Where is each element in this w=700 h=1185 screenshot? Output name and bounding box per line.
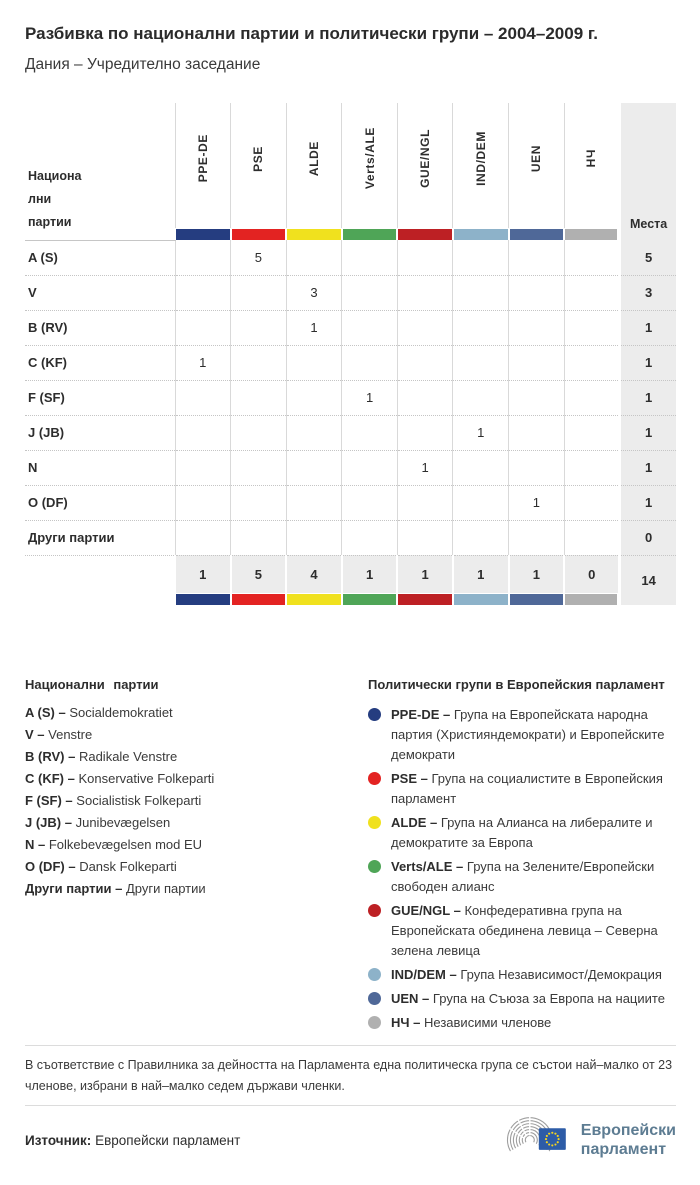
value-cell: 3: [286, 275, 342, 310]
national-parties-list: [25, 705, 348, 896]
empty-cell: [25, 555, 175, 593]
group-color-bar-PPE-DE: [176, 229, 230, 240]
empty-cell: [25, 593, 175, 605]
value-cell: [509, 380, 565, 415]
party-legend-item: [25, 727, 348, 742]
value-cell: [564, 240, 620, 275]
group-color-bar-cell: [397, 593, 453, 605]
total-cell: 1: [342, 555, 398, 593]
national-parties-column-header: [25, 103, 175, 240]
value-cell: [397, 310, 453, 345]
group-color-bar-ALDE: [287, 229, 341, 240]
group-description: Конфедеративна група на Европейската обединена левица – Северна зелена левица: [391, 903, 658, 958]
column-header-label: НЧ: [584, 149, 599, 168]
value-cell: [286, 450, 342, 485]
value-cell: [286, 345, 342, 380]
table-row: [25, 415, 676, 450]
party-code: C (KF) –: [25, 771, 75, 786]
column-header-ALDE: [286, 103, 342, 228]
national-parties-header-line: Национа: [28, 168, 82, 183]
group-description: Група Независимост/Демокрация: [460, 967, 662, 982]
group-color-dot-ALDE: [368, 816, 381, 829]
group-color-bar-ALDE: [287, 594, 341, 605]
party-legend-item: [25, 837, 348, 852]
value-cell: [175, 485, 231, 520]
group-color-bar-cell: [564, 228, 620, 240]
column-header-label: ALDE: [306, 140, 321, 177]
value-cell: [286, 380, 342, 415]
group-legend-item: [368, 1013, 676, 1033]
group-color-bar-Verts/ALE: [343, 229, 397, 240]
value-cell: [286, 520, 342, 555]
group-legend-item: [368, 705, 676, 765]
party-code: B (RV) –: [25, 749, 76, 764]
group-color-bar-PPE-DE: [176, 594, 230, 605]
value-cell: [231, 380, 287, 415]
group-color-bar-PSE: [232, 594, 286, 605]
value-cell: [397, 380, 453, 415]
group-code: GUE/NGL –: [391, 903, 461, 918]
group-legend-text: [391, 769, 676, 809]
value-cell: [175, 415, 231, 450]
value-cell: [231, 485, 287, 520]
logo-line2: парламент: [580, 1141, 667, 1158]
party-code: F (SF) –: [25, 793, 73, 808]
table-header-row: [25, 103, 676, 228]
party-code: N –: [25, 837, 46, 852]
column-header-НЧ: [564, 103, 620, 228]
group-description: Група на социалистите в Европейския парламент: [391, 771, 663, 806]
value-cell: [342, 450, 398, 485]
total-cell: 1: [453, 555, 509, 593]
seats-cell: 1: [620, 345, 676, 380]
breakdown-table: [25, 103, 676, 605]
group-color-bar-UEN: [510, 229, 564, 240]
national-parties-header-line: партии: [28, 214, 72, 229]
column-header-Verts/ALE: [342, 103, 398, 228]
page-subtitle: Дания – Учредително заседание: [25, 56, 261, 73]
value-cell: [231, 345, 287, 380]
legends-section: [25, 677, 676, 1037]
value-cell: [342, 345, 398, 380]
value-cell: [286, 240, 342, 275]
group-code: UEN –: [391, 991, 430, 1006]
national-parties-legend-title: Национални партии: [25, 677, 159, 692]
row-label: C (KF): [25, 345, 175, 380]
value-cell: [453, 310, 509, 345]
value-cell: [397, 275, 453, 310]
column-header-label: PPE-DE: [195, 134, 210, 183]
column-header-label: UEN: [529, 144, 544, 173]
value-cell: [564, 275, 620, 310]
group-description: Независими членове: [424, 1015, 552, 1030]
party-code: V –: [25, 727, 45, 742]
column-header-PSE: [231, 103, 287, 228]
table-row: [25, 380, 676, 415]
party-name: Radikale Venstre: [78, 749, 178, 764]
value-cell: [175, 450, 231, 485]
footnote-text: В съответствие с Правилника за дейността на Парламента една политическа група се състои най–малко от 23 членове, избрани в най–малко седем държави членки.: [25, 1058, 673, 1093]
row-label: N: [25, 450, 175, 485]
party-name: Konservative Folkeparti: [78, 771, 215, 786]
group-color-bar-cell: [342, 593, 398, 605]
total-cell: 5: [231, 555, 287, 593]
value-cell: [564, 415, 620, 450]
party-code: A (S) –: [25, 705, 66, 720]
group-color-bar-cell: [453, 593, 509, 605]
value-cell: [564, 485, 620, 520]
group-color-dot-PSE: [368, 772, 381, 785]
value-cell: [342, 240, 398, 275]
value-cell: [342, 310, 398, 345]
party-name: Socialistisk Folkeparti: [76, 793, 202, 808]
group-color-dot-IND/DEM: [368, 968, 381, 981]
group-legend-text: [391, 857, 676, 897]
group-code: ALDE –: [391, 815, 438, 830]
row-label: B (RV): [25, 310, 175, 345]
row-label: V: [25, 275, 175, 310]
hemicycle-logo-icon: [501, 1114, 573, 1166]
source-text: [25, 1133, 240, 1148]
column-header-UEN: [509, 103, 565, 228]
seats-cell: 1: [620, 415, 676, 450]
value-cell: [286, 485, 342, 520]
column-header-GUE/NGL: [397, 103, 453, 228]
row-label: Други партии: [25, 520, 175, 555]
value-cell: [175, 310, 231, 345]
group-color-dot-PPE-DE: [368, 708, 381, 721]
seats-cell: 5: [620, 240, 676, 275]
value-cell: [231, 275, 287, 310]
total-seats-cell: 14: [620, 555, 676, 605]
group-color-dot-UEN: [368, 992, 381, 1005]
group-description: Група на Алианса на либералите и демократите за Европа: [391, 815, 653, 850]
group-legend-item: [368, 965, 676, 985]
footer-color-bar-row: [25, 593, 676, 605]
total-cell: 1: [509, 555, 565, 593]
party-legend-item: [25, 793, 348, 808]
group-color-bar-cell: [231, 228, 287, 240]
seats-cell: 1: [620, 380, 676, 415]
party-code: O (DF) –: [25, 859, 76, 874]
total-cell: 0: [564, 555, 620, 593]
value-cell: [564, 520, 620, 555]
total-cell: 4: [286, 555, 342, 593]
group-color-bar-PSE: [232, 229, 286, 240]
value-cell: [509, 345, 565, 380]
seats-cell: 1: [620, 485, 676, 520]
column-header-label: Verts/ALE: [362, 127, 377, 190]
page: [0, 24, 700, 1166]
group-color-bar-cell: [342, 228, 398, 240]
group-color-dot-Verts/ALE: [368, 860, 381, 873]
page-title: Разбивка по национални партии и политически групи – 2004–2009 г.: [25, 24, 598, 43]
value-cell: [286, 415, 342, 450]
group-color-bar-cell: [175, 593, 231, 605]
group-legend-text: [391, 813, 676, 853]
group-color-bar-IND/DEM: [454, 594, 508, 605]
value-cell: [509, 310, 565, 345]
group-color-bar-IND/DEM: [454, 229, 508, 240]
value-cell: [564, 450, 620, 485]
party-name: Други партии: [125, 881, 206, 896]
value-cell: [231, 310, 287, 345]
value-cell: [397, 485, 453, 520]
table-row: [25, 450, 676, 485]
value-cell: [175, 520, 231, 555]
group-legend-item: [368, 857, 676, 897]
group-code: НЧ –: [391, 1015, 421, 1030]
party-legend-item: [25, 881, 348, 896]
value-cell: [453, 520, 509, 555]
table-row: [25, 310, 676, 345]
group-legend-text: [391, 901, 676, 961]
group-code: PSE –: [391, 771, 428, 786]
value-cell: 5: [231, 240, 287, 275]
value-cell: [342, 275, 398, 310]
group-color-bar-GUE/NGL: [398, 229, 452, 240]
group-description: Група на Европейската народна партия (Християндемократи) и Европейските демократи: [391, 707, 665, 762]
group-color-bar-cell: [397, 228, 453, 240]
national-parties-legend: [25, 677, 368, 1037]
group-color-bar-cell: [564, 593, 620, 605]
value-cell: [397, 345, 453, 380]
party-name: Venstre: [48, 727, 93, 742]
table-row: [25, 485, 676, 520]
source-label: Източник:: [25, 1132, 92, 1148]
group-code: PPE-DE –: [391, 707, 451, 722]
group-color-bar-cell: [509, 228, 565, 240]
group-legend-item: [368, 813, 676, 853]
value-cell: [564, 380, 620, 415]
column-header-label: GUE/NGL: [418, 129, 433, 188]
value-cell: [342, 520, 398, 555]
political-groups-legend-title: Политически групи в Европейския парламент: [368, 677, 665, 692]
value-cell: [564, 345, 620, 380]
party-legend-item: [25, 771, 348, 786]
party-legend-item: [25, 705, 348, 720]
table-body: [25, 240, 676, 605]
value-cell: [231, 520, 287, 555]
value-cell: 1: [342, 380, 398, 415]
value-cell: [509, 275, 565, 310]
seats-cell: 3: [620, 275, 676, 310]
group-legend-text: [391, 1013, 551, 1033]
party-legend-item: [25, 749, 348, 764]
divider: [25, 1105, 676, 1106]
seats-cell: 1: [620, 310, 676, 345]
group-legend-text: [391, 965, 662, 985]
logo-wordmark: [581, 1121, 676, 1159]
total-cell: 1: [175, 555, 231, 593]
group-color-bar-GUE/NGL: [398, 594, 452, 605]
party-legend-item: [25, 859, 348, 874]
row-label: F (SF): [25, 380, 175, 415]
group-legend-text: [391, 705, 676, 765]
value-cell: [397, 415, 453, 450]
value-cell: 1: [175, 345, 231, 380]
group-color-bar-cell: [286, 228, 342, 240]
value-cell: [509, 520, 565, 555]
group-description: Група на Съюза за Европа на нациите: [432, 991, 665, 1006]
national-parties-header-line: лни: [28, 191, 52, 206]
value-cell: [453, 240, 509, 275]
group-color-bar-UEN: [510, 594, 564, 605]
column-header-label: PSE: [251, 145, 266, 172]
group-color-dot-GUE/NGL: [368, 904, 381, 917]
value-cell: [453, 485, 509, 520]
group-code: IND/DEM –: [391, 967, 457, 982]
value-cell: [453, 380, 509, 415]
group-color-bar-НЧ: [565, 229, 617, 240]
group-legend-text: [391, 989, 665, 1009]
party-name: Folkebevægelsen mod EU: [48, 837, 203, 852]
value-cell: [231, 415, 287, 450]
table-row: [25, 240, 676, 275]
table-row: [25, 345, 676, 380]
group-color-bar-cell: [175, 228, 231, 240]
group-legend-item: [368, 769, 676, 809]
group-color-dot-НЧ: [368, 1016, 381, 1029]
row-label: A (S): [28, 250, 58, 265]
row-label: J (JB): [25, 415, 175, 450]
party-name: Socialdemokratiet: [69, 705, 173, 720]
eu-flag: [539, 1128, 566, 1150]
group-code: Verts/ALE –: [391, 859, 464, 874]
value-cell: 1: [397, 450, 453, 485]
group-legend-item: [368, 901, 676, 961]
seats-column-header: Места: [620, 103, 676, 240]
table-header: [25, 103, 676, 240]
party-code: Други партии –: [25, 881, 123, 896]
political-groups-list: [368, 705, 676, 1033]
group-color-bar-cell: [286, 593, 342, 605]
value-cell: [397, 520, 453, 555]
seats-cell: 0: [620, 520, 676, 555]
seats-cell: 1: [620, 450, 676, 485]
value-cell: [397, 240, 453, 275]
party-code: J (JB) –: [25, 815, 72, 830]
table-row: [25, 275, 676, 310]
value-cell: [453, 275, 509, 310]
group-color-bar-cell: [509, 593, 565, 605]
value-cell: 1: [509, 485, 565, 520]
value-cell: [453, 450, 509, 485]
divider: [25, 1045, 676, 1046]
logo-line1: Европейски: [580, 1122, 676, 1139]
group-color-bar-cell: [453, 228, 509, 240]
party-legend-item: [25, 815, 348, 830]
value-cell: [564, 310, 620, 345]
totals-row: [25, 555, 676, 593]
row-label: O (DF): [25, 485, 175, 520]
column-header-IND/DEM: [453, 103, 509, 228]
value-cell: 1: [453, 415, 509, 450]
value-cell: [509, 415, 565, 450]
source-row: [25, 1114, 676, 1166]
value-cell: 1: [286, 310, 342, 345]
table-row: [25, 520, 676, 555]
total-cell: 1: [397, 555, 453, 593]
party-name: Dansk Folkeparti: [79, 859, 177, 874]
group-color-bar-Verts/ALE: [343, 594, 397, 605]
group-legend-item: [368, 989, 676, 1009]
group-color-bar-cell: [231, 593, 287, 605]
value-cell: [342, 415, 398, 450]
value-cell: [509, 450, 565, 485]
political-groups-legend: [368, 677, 676, 1037]
value-cell: [175, 275, 231, 310]
value-cell: [342, 485, 398, 520]
value-cell: [509, 240, 565, 275]
group-description: Група на Зелените/Европейски свободен алианс: [391, 859, 655, 894]
value-cell: [453, 345, 509, 380]
source-value: Европейски парламент: [95, 1132, 241, 1148]
value-cell: [175, 380, 231, 415]
group-color-bar-НЧ: [565, 594, 617, 605]
european-parliament-logo: [501, 1114, 676, 1166]
column-header-PPE-DE: [175, 103, 231, 228]
value-cell: [175, 240, 231, 275]
party-name: Junibevægelsen: [75, 815, 171, 830]
column-header-label: IND/DEM: [473, 131, 488, 186]
value-cell: [231, 450, 287, 485]
